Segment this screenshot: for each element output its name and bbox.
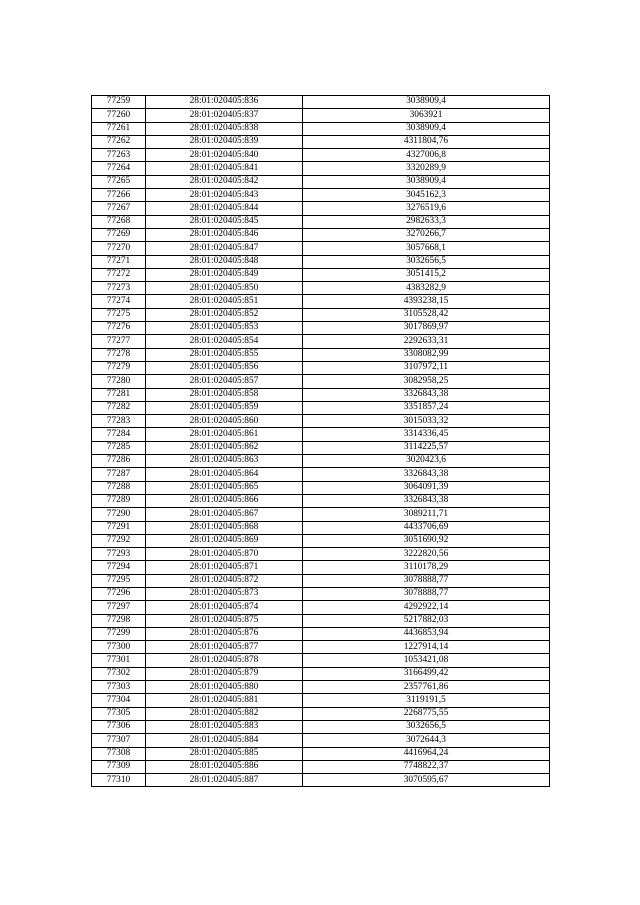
table-row <box>92 627 550 640</box>
cadastral-number-cell: 28:01:020405:857 <box>146 375 303 388</box>
cadastral-value-cell: 3119191,5 <box>303 694 550 707</box>
table-row <box>92 574 550 587</box>
table-row <box>92 641 550 654</box>
row-number-cell: 77275 <box>92 308 146 321</box>
row-number-cell: 77288 <box>92 481 146 494</box>
row-number-cell: 77305 <box>92 707 146 720</box>
cadastral-number-cell: 28:01:020405:868 <box>146 521 303 534</box>
cadastral-value-cell: 3078888,77 <box>303 587 550 600</box>
cadastral-number-cell: 28:01:020405:841 <box>146 162 303 175</box>
row-number-cell: 77286 <box>92 455 146 468</box>
cadastral-value-cell: 3089211,71 <box>303 508 550 521</box>
table-row <box>92 720 550 733</box>
row-number-cell: 77263 <box>92 149 146 162</box>
cadastral-number-cell: 28:01:020405:855 <box>146 348 303 361</box>
cadastral-number-cell: 28:01:020405:869 <box>146 534 303 547</box>
table-row <box>92 375 550 388</box>
row-number-cell: 77290 <box>92 508 146 521</box>
row-number-cell: 77289 <box>92 494 146 507</box>
row-number-cell: 77271 <box>92 255 146 268</box>
table-row <box>92 481 550 494</box>
row-number-cell: 77260 <box>92 109 146 122</box>
row-number-cell: 77293 <box>92 548 146 561</box>
row-number-cell: 77277 <box>92 335 146 348</box>
row-number-cell: 77294 <box>92 561 146 574</box>
cadastral-value-cell: 4433706,69 <box>303 521 550 534</box>
cadastral-number-cell: 28:01:020405:865 <box>146 481 303 494</box>
cadastral-number-cell: 28:01:020405:844 <box>146 202 303 215</box>
cadastral-number-cell: 28:01:020405:864 <box>146 468 303 481</box>
cadastral-number-cell: 28:01:020405:842 <box>146 175 303 188</box>
table-row <box>92 774 550 787</box>
cadastral-value-cell: 3114225,57 <box>303 441 550 454</box>
cadastral-number-cell: 28:01:020405:878 <box>146 654 303 667</box>
cadastral-value-cell: 3107972,11 <box>303 361 550 374</box>
table-row <box>92 162 550 175</box>
table-row <box>92 215 550 228</box>
cadastral-value-cell: 4311804,76 <box>303 135 550 148</box>
table-row <box>92 122 550 135</box>
cadastral-number-cell: 28:01:020405:882 <box>146 707 303 720</box>
cadastral-number-cell: 28:01:020405:875 <box>146 614 303 627</box>
cadastral-number-cell: 28:01:020405:859 <box>146 401 303 414</box>
row-number-cell: 77295 <box>92 574 146 587</box>
table-row <box>92 242 550 255</box>
cadastral-value-cell: 3015033,32 <box>303 415 550 428</box>
cadastral-number-cell: 28:01:020405:843 <box>146 189 303 202</box>
cadastral-number-cell: 28:01:020405:838 <box>146 122 303 135</box>
row-number-cell: 77306 <box>92 720 146 733</box>
row-number-cell: 77282 <box>92 401 146 414</box>
table-row <box>92 508 550 521</box>
row-number-cell: 77297 <box>92 601 146 614</box>
table-row <box>92 561 550 574</box>
cadastral-number-cell: 28:01:020405:873 <box>146 587 303 600</box>
row-number-cell: 77261 <box>92 122 146 135</box>
table-row <box>92 760 550 773</box>
row-number-cell: 77309 <box>92 760 146 773</box>
cadastral-value-cell: 3038909,4 <box>303 122 550 135</box>
cadastral-value-cell: 4292922,14 <box>303 601 550 614</box>
cadastral-number-cell: 28:01:020405:879 <box>146 667 303 680</box>
cadastral-number-cell: 28:01:020405:872 <box>146 574 303 587</box>
cadastral-value-cell: 4416964,24 <box>303 747 550 760</box>
cadastral-number-cell: 28:01:020405:883 <box>146 720 303 733</box>
table-row <box>92 335 550 348</box>
table-row <box>92 268 550 281</box>
cadastral-number-cell: 28:01:020405:845 <box>146 215 303 228</box>
cadastral-value-cell: 3326843,38 <box>303 494 550 507</box>
cadastral-number-cell: 28:01:020405:881 <box>146 694 303 707</box>
cadastral-number-cell: 28:01:020405:886 <box>146 760 303 773</box>
cadastral-value-cell: 3032656,5 <box>303 720 550 733</box>
row-number-cell: 77262 <box>92 135 146 148</box>
row-number-cell: 77296 <box>92 587 146 600</box>
row-number-cell: 77308 <box>92 747 146 760</box>
table-row <box>92 282 550 295</box>
table-row <box>92 494 550 507</box>
cadastral-number-cell: 28:01:020405:850 <box>146 282 303 295</box>
cadastral-value-cell: 3070595,67 <box>303 774 550 787</box>
row-number-cell: 77280 <box>92 375 146 388</box>
cadastral-value-cell: 3038909,4 <box>303 96 550 109</box>
row-number-cell: 77281 <box>92 388 146 401</box>
table-row <box>92 415 550 428</box>
cadastral-value-cell: 7748822,37 <box>303 760 550 773</box>
table-row <box>92 295 550 308</box>
cadastral-value-cell: 3326843,38 <box>303 468 550 481</box>
cadastral-number-cell: 28:01:020405:877 <box>146 641 303 654</box>
cadastral-number-cell: 28:01:020405:846 <box>146 228 303 241</box>
cadastral-value-cell: 3064091,39 <box>303 481 550 494</box>
cadastral-value-cell: 3045162,3 <box>303 189 550 202</box>
table-row <box>92 322 550 335</box>
cadastral-number-cell: 28:01:020405:863 <box>146 455 303 468</box>
cadastral-value-cell: 3105528,42 <box>303 308 550 321</box>
table-row <box>92 614 550 627</box>
row-number-cell: 77284 <box>92 428 146 441</box>
cadastral-number-cell: 28:01:020405:856 <box>146 361 303 374</box>
row-number-cell: 77301 <box>92 654 146 667</box>
row-number-cell: 77273 <box>92 282 146 295</box>
row-number-cell: 77265 <box>92 175 146 188</box>
cadastral-value-cell: 4383282,9 <box>303 282 550 295</box>
cadastral-value-cell: 3063921 <box>303 109 550 122</box>
row-number-cell: 77285 <box>92 441 146 454</box>
row-number-cell: 77291 <box>92 521 146 534</box>
cadastral-value-cell: 3110178,29 <box>303 561 550 574</box>
row-number-cell: 77307 <box>92 734 146 747</box>
cadastral-number-cell: 28:01:020405:880 <box>146 681 303 694</box>
cadastral-value-cell: 3270266,7 <box>303 228 550 241</box>
table-row <box>92 175 550 188</box>
cadastral-value-cell: 3051415,2 <box>303 268 550 281</box>
cadastral-number-cell: 28:01:020405:847 <box>146 242 303 255</box>
table-row <box>92 667 550 680</box>
cadastral-value-cell: 3320289,9 <box>303 162 550 175</box>
cadastral-value-cell: 3308082,99 <box>303 348 550 361</box>
table-row <box>92 707 550 720</box>
cadastral-value-cell: 3038909,4 <box>303 175 550 188</box>
row-number-cell: 77283 <box>92 415 146 428</box>
table-row <box>92 428 550 441</box>
table-row <box>92 441 550 454</box>
cadastral-value-cell: 3078888,77 <box>303 574 550 587</box>
row-number-cell: 77310 <box>92 774 146 787</box>
table-row <box>92 189 550 202</box>
row-number-cell: 77278 <box>92 348 146 361</box>
row-number-cell: 77287 <box>92 468 146 481</box>
cadastral-value-cell: 3326843,38 <box>303 388 550 401</box>
row-number-cell: 77272 <box>92 268 146 281</box>
row-number-cell: 77268 <box>92 215 146 228</box>
cadastral-number-cell: 28:01:020405:848 <box>146 255 303 268</box>
cadastral-value-cell: 3057668,1 <box>303 242 550 255</box>
table-row <box>92 96 550 109</box>
table-row <box>92 601 550 614</box>
row-number-cell: 77303 <box>92 681 146 694</box>
cadastral-value-cell: 3072644,3 <box>303 734 550 747</box>
cadastral-number-cell: 28:01:020405:837 <box>146 109 303 122</box>
cadastral-number-cell: 28:01:020405:849 <box>146 268 303 281</box>
cadastral-number-cell: 28:01:020405:871 <box>146 561 303 574</box>
cadastral-value-cell: 3082958,25 <box>303 375 550 388</box>
cadastral-value-cell: 3051690,92 <box>303 534 550 547</box>
cadastral-value-cell: 2292633,31 <box>303 335 550 348</box>
row-number-cell: 77266 <box>92 189 146 202</box>
row-number-cell: 77299 <box>92 627 146 640</box>
table-row <box>92 348 550 361</box>
cadastral-value-cell: 2982633,3 <box>303 215 550 228</box>
cadastral-number-cell: 28:01:020405:885 <box>146 747 303 760</box>
table-row <box>92 548 550 561</box>
cadastral-value-cell: 4393238,15 <box>303 295 550 308</box>
table-row <box>92 654 550 667</box>
row-number-cell: 77274 <box>92 295 146 308</box>
cadastral-value-cell: 5217882,03 <box>303 614 550 627</box>
cadastral-number-cell: 28:01:020405:858 <box>146 388 303 401</box>
cadastral-number-cell: 28:01:020405:870 <box>146 548 303 561</box>
table-body <box>92 96 550 787</box>
cadastral-number-cell: 28:01:020405:884 <box>146 734 303 747</box>
cadastral-value-cell: 3020423,6 <box>303 455 550 468</box>
row-number-cell: 77302 <box>92 667 146 680</box>
cadastral-number-cell: 28:01:020405:853 <box>146 322 303 335</box>
table-row <box>92 361 550 374</box>
cadastral-value-cell: 4436853,94 <box>303 627 550 640</box>
row-number-cell: 77298 <box>92 614 146 627</box>
row-number-cell: 77300 <box>92 641 146 654</box>
table-row <box>92 135 550 148</box>
table-row <box>92 455 550 468</box>
cadastral-number-cell: 28:01:020405:839 <box>146 135 303 148</box>
cadastral-number-cell: 28:01:020405:862 <box>146 441 303 454</box>
table-row <box>92 228 550 241</box>
table-row <box>92 401 550 414</box>
cadastral-value-cell: 3314336,45 <box>303 428 550 441</box>
cadastral-value-cell: 2357761,86 <box>303 681 550 694</box>
cadastral-value-cell: 3032656,5 <box>303 255 550 268</box>
cadastral-value-cell: 4327006,8 <box>303 149 550 162</box>
cadastral-value-cell: 3166499,42 <box>303 667 550 680</box>
cadastral-value-cell: 3351857,24 <box>303 401 550 414</box>
row-number-cell: 77304 <box>92 694 146 707</box>
row-number-cell: 77276 <box>92 322 146 335</box>
table-row <box>92 202 550 215</box>
cadastral-value-table <box>91 95 550 787</box>
row-number-cell: 77264 <box>92 162 146 175</box>
cadastral-number-cell: 28:01:020405:852 <box>146 308 303 321</box>
table-row <box>92 747 550 760</box>
table-row <box>92 255 550 268</box>
cadastral-number-cell: 28:01:020405:876 <box>146 627 303 640</box>
table-row <box>92 694 550 707</box>
table-row <box>92 388 550 401</box>
table-row <box>92 468 550 481</box>
cadastral-number-cell: 28:01:020405:854 <box>146 335 303 348</box>
cadastral-value-cell: 3017869,97 <box>303 322 550 335</box>
row-number-cell: 77292 <box>92 534 146 547</box>
row-number-cell: 77267 <box>92 202 146 215</box>
cadastral-number-cell: 28:01:020405:861 <box>146 428 303 441</box>
cadastral-number-cell: 28:01:020405:874 <box>146 601 303 614</box>
row-number-cell: 77269 <box>92 228 146 241</box>
table-row <box>92 587 550 600</box>
cadastral-number-cell: 28:01:020405:836 <box>146 96 303 109</box>
cadastral-number-cell: 28:01:020405:860 <box>146 415 303 428</box>
row-number-cell: 77259 <box>92 96 146 109</box>
table-row <box>92 521 550 534</box>
table-row <box>92 308 550 321</box>
cadastral-number-cell: 28:01:020405:840 <box>146 149 303 162</box>
table-row <box>92 109 550 122</box>
row-number-cell: 77270 <box>92 242 146 255</box>
table-row <box>92 681 550 694</box>
cadastral-value-cell: 1053421,08 <box>303 654 550 667</box>
cadastral-number-cell: 28:01:020405:851 <box>146 295 303 308</box>
cadastral-number-cell: 28:01:020405:866 <box>146 494 303 507</box>
table-row <box>92 149 550 162</box>
cadastral-number-cell: 28:01:020405:887 <box>146 774 303 787</box>
cadastral-number-cell: 28:01:020405:867 <box>146 508 303 521</box>
cadastral-value-cell: 3222820,56 <box>303 548 550 561</box>
row-number-cell: 77279 <box>92 361 146 374</box>
cadastral-value-cell: 3276519,6 <box>303 202 550 215</box>
cadastral-value-cell: 1227914,14 <box>303 641 550 654</box>
table-row <box>92 734 550 747</box>
cadastral-value-cell: 2268775,55 <box>303 707 550 720</box>
table-row <box>92 534 550 547</box>
